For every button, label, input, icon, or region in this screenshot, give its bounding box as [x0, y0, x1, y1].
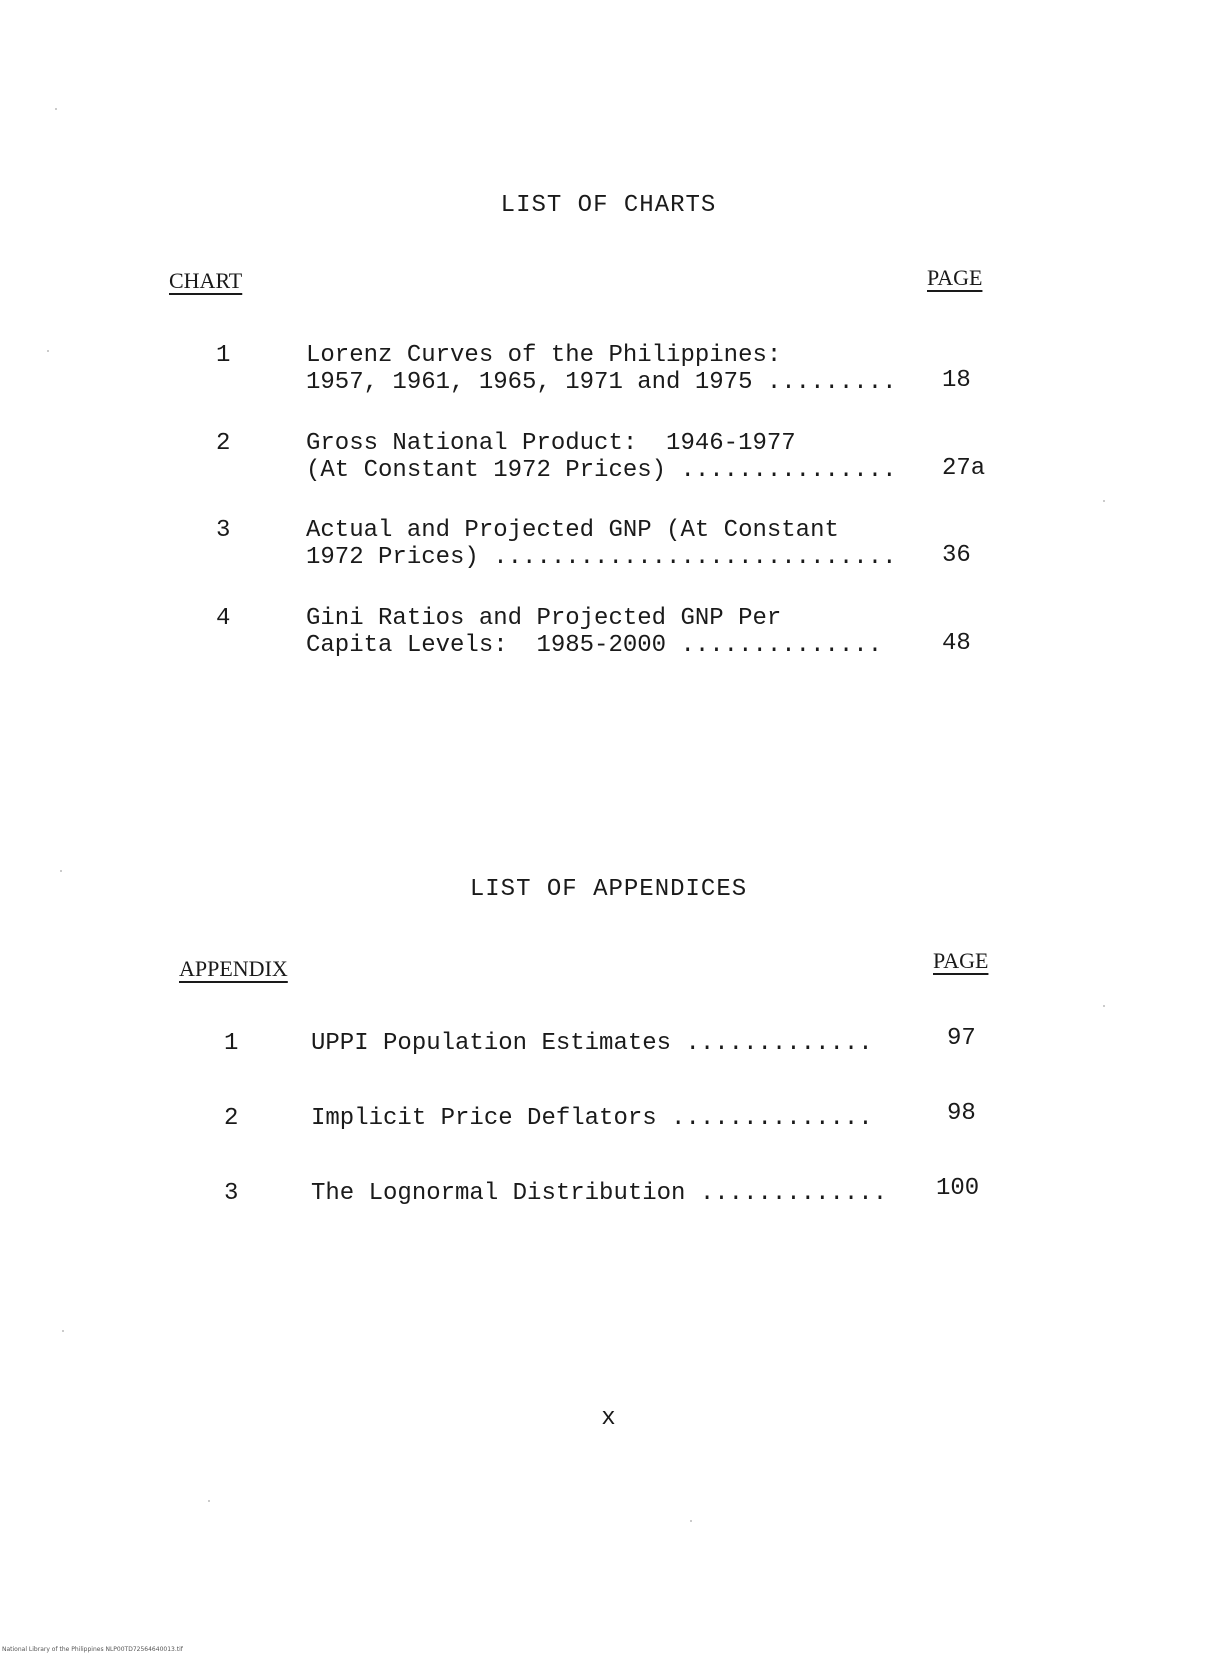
chart-entry-number: 2 — [216, 430, 231, 457]
appendix-entry-page: 100 — [936, 1175, 980, 1202]
chart-entry-number: 1 — [216, 342, 231, 369]
chart-entry-number: 4 — [216, 605, 231, 632]
charts-section-title: LIST OF CHARTS — [500, 192, 717, 219]
appendix-page-column-header: PAGE — [933, 948, 989, 973]
scan-speck — [1103, 1005, 1105, 1007]
chart-column-header: CHART — [169, 268, 243, 293]
page-number: x — [601, 1405, 616, 1432]
chart-entry-page: 36 — [942, 542, 971, 569]
appendix-column-header: APPENDIX — [179, 956, 288, 981]
chart-entry-title-line2: Capita Levels: 1985-2000 .............. — [306, 632, 883, 659]
scan-speck — [60, 870, 62, 872]
chart-entry-4 — [0, 605, 971, 767]
scan-source-label: National Library of the Philippines NLP00TD72564640013.tif — [2, 1646, 183, 1653]
chart-entry-page: 48 — [942, 630, 971, 657]
appendix-entry-title: Implicit Price Deflators .............. — [311, 1105, 873, 1132]
chart-entry-title-line1: Actual and Projected GNP (At Constant — [306, 517, 839, 544]
appendix-entry-number: 2 — [224, 1105, 239, 1132]
chart-entry-page: 27a — [942, 455, 986, 482]
chart-entry-title-line2: 1972 Prices) ............................ — [306, 544, 897, 571]
scan-speck — [1103, 500, 1105, 502]
appendix-entry-number: 3 — [224, 1180, 239, 1207]
chart-entry-title-line2: (At Constant 1972 Prices) ............... — [306, 457, 897, 484]
appendix-entry-title: UPPI Population Estimates ............. — [311, 1030, 873, 1057]
appendix-entry-3 — [0, 1175, 980, 1315]
appendix-entry-number: 1 — [224, 1030, 239, 1057]
scan-speck — [47, 350, 49, 352]
chart-entry-title-line1: Lorenz Curves of the Philippines: — [306, 342, 782, 369]
chart-entry-number: 3 — [216, 517, 231, 544]
appendix-entry-page: 97 — [947, 1025, 976, 1052]
scan-speck — [208, 1500, 210, 1502]
chart-entry-title-line1: Gini Ratios and Projected GNP Per — [306, 605, 782, 632]
scan-speck — [690, 1520, 692, 1522]
appendix-entry-title: The Lognormal Distribution ............. — [311, 1180, 888, 1207]
scan-speck — [55, 108, 57, 110]
scan-speck — [62, 1330, 64, 1332]
appendix-entry-page: 98 — [947, 1100, 976, 1127]
chart-entry-title-line1: Gross National Product: 1946-1977 — [306, 430, 796, 457]
chart-entry-page: 18 — [942, 367, 971, 394]
chart-page-column-header: PAGE — [927, 265, 983, 290]
appendices-section-title: LIST OF APPENDICES — [469, 876, 748, 903]
chart-entry-title-line2: 1957, 1961, 1965, 1971 and 1975 ......... — [306, 369, 897, 396]
